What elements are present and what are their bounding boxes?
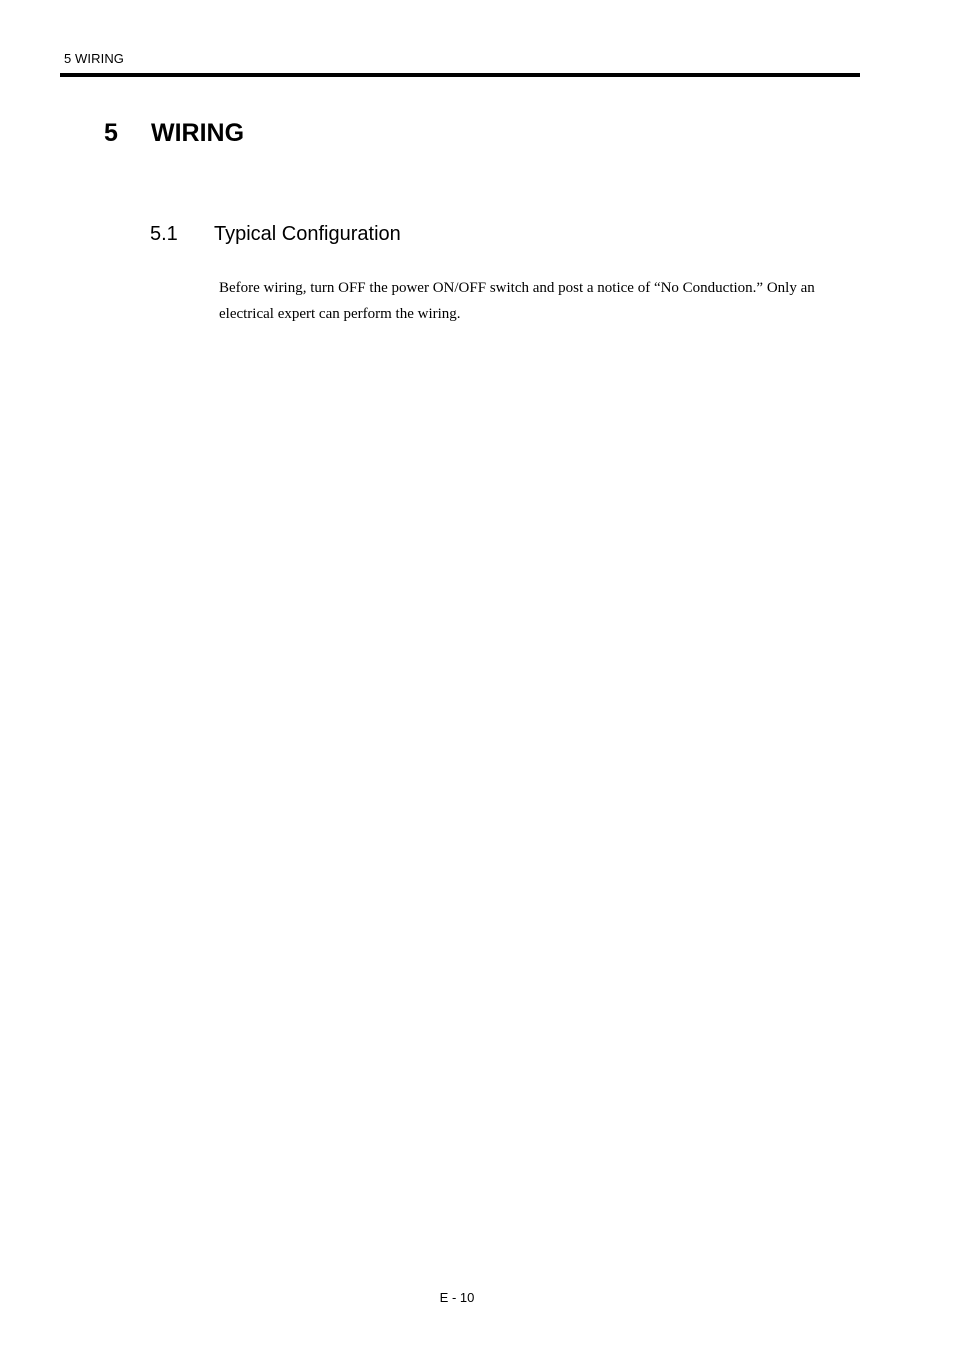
section-title-text: Typical Configuration: [214, 223, 401, 245]
section-number: 5.1: [150, 223, 178, 245]
section-title: [150, 221, 401, 247]
chapter-number: 5: [104, 119, 118, 147]
chapter-title: [104, 117, 244, 149]
page-number: E - 10: [439, 1290, 475, 1305]
chapter-title-text: WIRING: [151, 119, 245, 147]
header-rule: [60, 73, 860, 77]
body-paragraph: Before wiring, turn OFF the power ON/OFF switch and post a notice of “No Conduction.” Only an electrical expert can perform the wiring.: [219, 280, 815, 322]
running-header: 5 WIRING: [64, 51, 125, 66]
